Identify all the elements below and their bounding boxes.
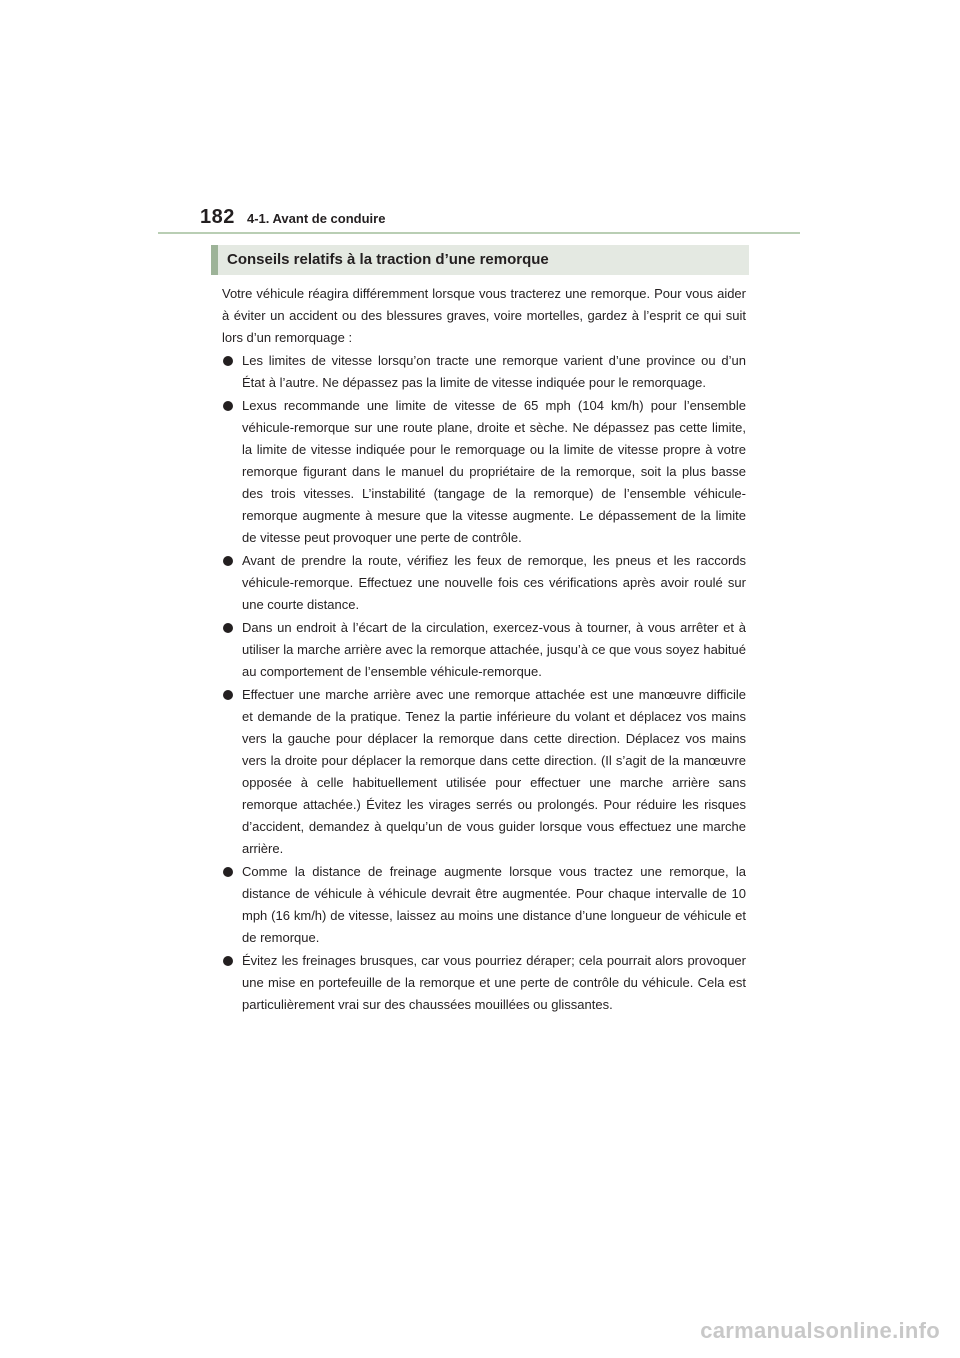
page-number: 182 <box>200 206 235 228</box>
bullet-icon <box>223 690 233 700</box>
list-item-text: Comme la distance de freinage augmente lorsque vous tractez une remorque, la distance de véhicule à véhicule devrait être augmentée. Pour chaque intervalle de 10 mph (16 km/h) de vitesse, laissez au moins une distance d’une longueur de véhicule et de remorque. <box>242 864 746 945</box>
section-heading <box>211 245 749 275</box>
bullet-icon <box>223 556 233 566</box>
list-item-text: Lexus recommande une limite de vitesse de 65 mph (104 km/h) pour l’ensemble véhicule-remorque sur une route plane, droite et sèche. Ne dépassez pas cette limite, la limite de vitesse indiquée pour le remorquage ou la limite de vitesse propre à votre remorque figurant dans le manuel du propriétaire de la remorque, soit la plus basse des trois vitesses. L’instabilité (tangage de la remorque) de l’ensemble véhicule-remorque augmente à mesure que la vitesse augmente. Le dépassement de la limite de vitesse peut provoquer une perte de contrôle. <box>242 398 746 545</box>
list-item <box>222 395 746 549</box>
list-item <box>222 950 746 1016</box>
list-item <box>222 350 746 394</box>
bullet-icon <box>223 401 233 411</box>
list-item-text: Effectuer une marche arrière avec une remorque attachée est une manœuvre difficile et demande de la pratique. Tenez la partie inférieure du volant et déplacez vos mains vers la gauche pour déplacer la remorque dans cette direction. Déplacez vos mains vers la droite pour déplacer la remorque dans cette direction. (Il s’agit de la manœuvre opposée à celle habituellement utilisée pour effectuer une marche arrière sans remorque attachée.) Évitez les virages serrés ou prolongés. Pour réduire les risques d’accident, demandez à quelqu’un de vous guider lorsque vous effectuez une marche arrière. <box>242 687 746 856</box>
list-item-text: Évitez les freinages brusques, car vous pourriez déraper; cela pourrait alors provoquer une mise en portefeuille de la remorque et une perte de contrôle du véhicule. Cela est particulièrement vrai sur des chaussées mouillées ou glissantes. <box>242 953 746 1012</box>
bullet-list <box>222 350 746 1016</box>
section-title: Conseils relatifs à la traction d’une remorque <box>227 251 549 268</box>
list-item <box>222 684 746 860</box>
watermark: carmanualsonline.info <box>700 1318 940 1343</box>
intro-paragraph: Votre véhicule réagira différemment lorsque vous tracterez une remorque. Pour vous aider à éviter un accident ou des blessures graves, voire mortelles, gardez à l’esprit ce qui suit lors d’un remorquage : <box>222 286 746 345</box>
header-divider <box>158 232 800 234</box>
list-item-text: Dans un endroit à l’écart de la circulation, exercez-vous à tourner, à vous arrêter et à utiliser la marche arrière avec la remorque attachée, jusqu’à ce que vous soyez habitué au comportement de l’ensemble véhicule-remorque. <box>242 620 746 679</box>
list-item-text: Les limites de vitesse lorsqu’on tracte une remorque varient d’une province ou d’un État à l’autre. Ne dépassez pas la limite de vitesse indiquée pour le remorquage. <box>242 353 746 390</box>
list-item <box>222 617 746 683</box>
section-body <box>222 283 746 1017</box>
bullet-icon <box>223 356 233 366</box>
chapter-title: 4-1. Avant de conduire <box>247 211 386 226</box>
bullet-icon <box>223 956 233 966</box>
list-item <box>222 861 746 949</box>
list-item <box>222 550 746 616</box>
bullet-icon <box>223 867 233 877</box>
bullet-icon <box>223 623 233 633</box>
list-item-text: Avant de prendre la route, vérifiez les feux de remorque, les pneus et les raccords véhicule-remorque. Effectuez une nouvelle fois ces vérifications après avoir roulé sur une courte distance. <box>242 553 746 612</box>
